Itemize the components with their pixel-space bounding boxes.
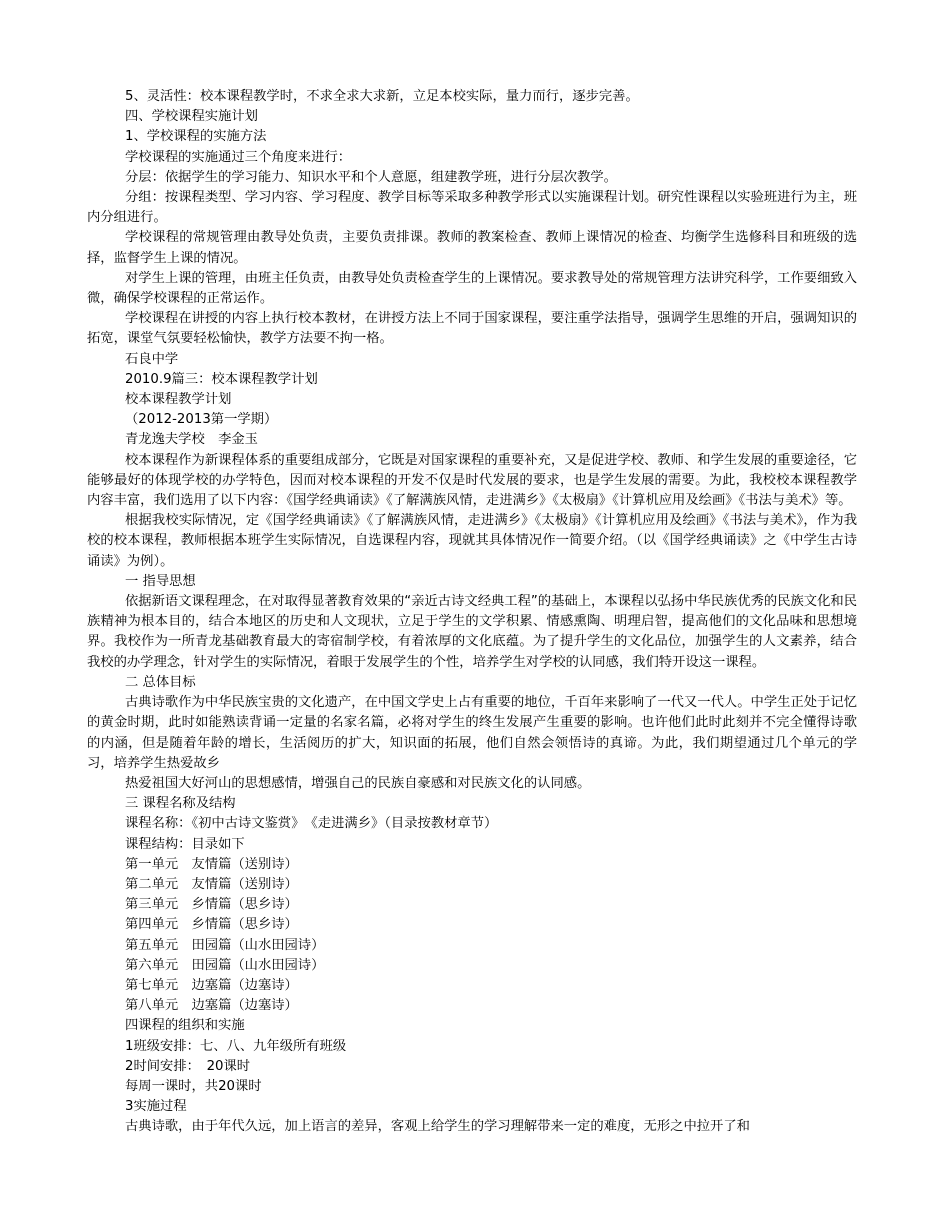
paragraph: 学校课程在讲授的内容上执行校本教材，在讲授方法上不同于国家课程，要注重学法指导，强调学生思维的开启，强调知识的拓宽，课堂气氛要轻松愉快，教学方法要不拘一格。 xyxy=(87,311,857,347)
paragraph: 第一单元 友情篇（送别诗） xyxy=(125,856,298,872)
paragraph: 1、学校课程的实施方法 xyxy=(125,129,267,145)
paragraph: 古典诗歌作为中华民族宝贵的文化遗产，在中国文学史上占有重要的地位，千百年来影响了一代又一代人。中学生正处于记忆的黄金时期，此时如能熟读背诵一定量的名家名篇，必将对学生的终生发展产生重要的影响。也许他们此时此刻并不完全懂得诗歌的内涵，但是随着年龄的增长，生活阅历的扩大，知识面的拓展，他们自然会领悟诗的真谛。为此，我们期望通过几个单元的学习，培养学生热爱故乡 xyxy=(87,695,857,771)
paragraph: 第三单元 乡情篇（思乡诗） xyxy=(125,897,298,913)
paragraph: 一 指导思想 xyxy=(125,573,196,589)
paragraph: 分组：按课程类型、学习内容、学习程度、教学目标等采取多种教学形式以实施课程计划。研究性课程以实验班进行为主，班内分组进行。 xyxy=(87,190,857,226)
paragraph: 三 课程名称及结构 xyxy=(125,796,236,812)
paragraph: 石良中学 xyxy=(125,351,179,367)
paragraph: 古典诗歌，由于年代久远，加上语言的差异，客观上给学生的学习理解带来一定的难度，无形之中拉开了和 xyxy=(125,1119,750,1135)
paragraph: 第八单元 边塞篇（边塞诗） xyxy=(125,998,298,1014)
paragraph: 第二单元 友情篇（送别诗） xyxy=(125,876,298,892)
paragraph: 学校课程的实施通过三个角度来进行： xyxy=(125,149,352,165)
paragraph: 校本课程教学计划 xyxy=(125,392,232,408)
paragraph: 5、灵活性：校本课程教学时，不求全求大求新，立足本校实际，量力而行，逐步完善。 xyxy=(125,89,639,104)
paragraph: 学校课程的常规管理由教导处负责，主要负责排课。教师的教案检查、教师上课情况的检查、均衡学生选修科目和班级的选择，监督学生上课的情况。 xyxy=(87,230,857,266)
paragraph: 1班级安排：七、八、九年级所有班级 xyxy=(125,1038,347,1054)
paragraph: 2时间安排： 20课时 xyxy=(125,1058,251,1074)
paragraph: 第五单元 田园篇（山水田园诗） xyxy=(125,937,325,953)
paragraph: 四课程的组织和实施 xyxy=(125,1018,245,1034)
paragraph: 依据新语文课程理念，在对取得显著教育效果的“亲近古诗文经典工程”的基础上，本课程以弘扬中华民族优秀的民族文化和民族精神为根本目的，结合本地区的历史和人文现状，立足于学生的文学积累、情感熏陶、明理启智，提高他们的文化品味和思想境界。我校作为一所青龙基础教育最大的寄宿制学校，有着浓厚的文化底蕴。为了提升学生的文化品位，加强学生的人文素养，结合我校的办学理念，针对学生的实际情况，着眼于发展学生的个性，培养学生对学校的认同感，我们特开设这一课程。 xyxy=(87,594,857,670)
paragraph: 二 总体目标 xyxy=(125,674,196,690)
paragraph: 每周一课时，共20课时 xyxy=(125,1078,262,1094)
paragraph: 2010.9篇三：校本课程教学计划 xyxy=(125,371,318,387)
paragraph: 青龙逸夫学校 李金玉 xyxy=(125,432,258,448)
paragraph: 第六单元 田园篇（山水田园诗） xyxy=(125,957,325,973)
paragraph: 根据我校实际情况，定《国学经典诵读》《了解满族风情，走进满乡》《太极扇》《计算机应用及绘画》《书法与美术》，作为我校的校本课程，教师根据本班学生实际情况，自选课程内容，现就其具体情况作一简要介绍。（以《国学经典诵读》之《中学生古诗诵读》为例）。 xyxy=(87,513,857,569)
document-page xyxy=(87,87,857,1138)
paragraph: （2012-2013第一学期） xyxy=(125,412,278,428)
paragraph: 第七单元 边塞篇（边塞诗） xyxy=(125,977,298,993)
paragraph: 对学生上课的管理，由班主任负责，由教导处负责检查学生的上课情况。要求教导处的常规管理方法讲究科学，工作要细致入微，确保学校课程的正常运作。 xyxy=(87,270,857,307)
paragraph: 3实施过程 xyxy=(125,1099,187,1115)
paragraph: 四、学校课程实施计划 xyxy=(125,109,258,125)
paragraph: 课程名称：《初中古诗文鉴赏》 《走进满乡》（目录按教材章节） xyxy=(125,816,498,832)
paragraph: 课程结构：目录如下 xyxy=(125,836,245,852)
paragraph: 第四单元 乡情篇（思乡诗） xyxy=(125,917,298,933)
paragraph: 热爱祖国大好河山的思想感情，增强自己的民族自豪感和对民族文化的认同感。 xyxy=(125,775,591,791)
paragraph: 分层：依据学生的学习能力、知识水平和个人意愿，组建教学班，进行分层次教学。 xyxy=(125,169,617,185)
paragraph: 校本课程作为新课程体系的重要组成部分，它既是对国家课程的重要补充，又是促进学校、教师、和学生发展的重要途径，它能够最好的体现学校的办学特色，因而对校本课程的开发不仅是时代发展的要求，也是学生发展的需要。为此，我校校本课程教学内容丰富，我们选用了以下内容：《国学经典诵读》《了解满族风情，走进满乡》《太极扇》《计算机应用及绘画》《书法与美术》等。 xyxy=(87,452,857,509)
